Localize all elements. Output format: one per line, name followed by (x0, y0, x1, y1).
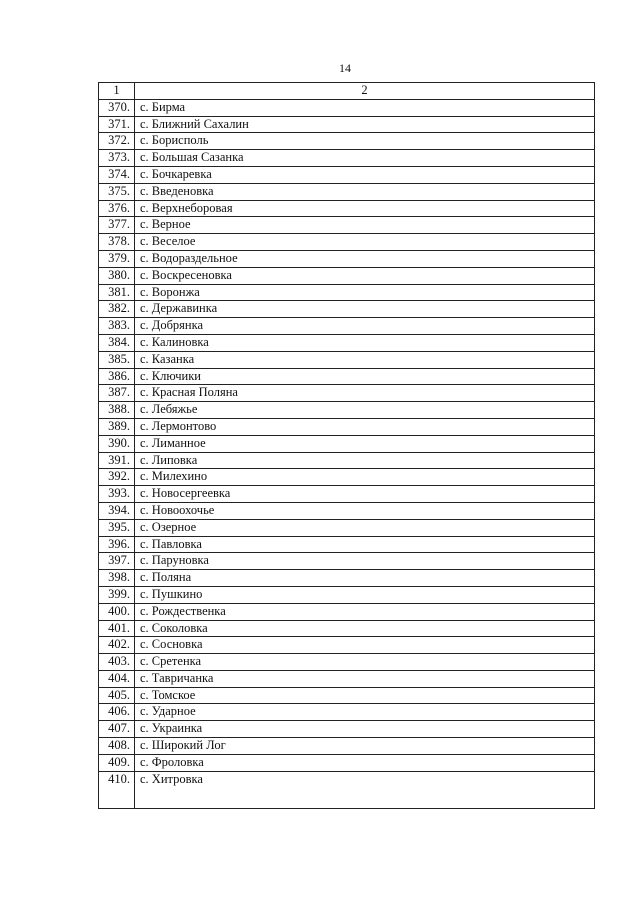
settlement-name: с. Сосновка (135, 637, 595, 654)
table-row (99, 637, 595, 654)
settlement-name: с. Новоохочье (135, 502, 595, 519)
table-row (99, 318, 595, 335)
row-number: 373. (99, 150, 135, 167)
row-number: 403. (99, 654, 135, 671)
settlement-name: с. Лермонтово (135, 418, 595, 435)
row-number: 370. (99, 99, 135, 116)
table-row (99, 586, 595, 603)
row-number: 378. (99, 234, 135, 251)
table-row (99, 402, 595, 419)
settlement-name: с. Калиновка (135, 334, 595, 351)
row-number: 389. (99, 418, 135, 435)
table-row (99, 570, 595, 587)
table-row (99, 217, 595, 234)
settlement-name: с. Тавричанка (135, 670, 595, 687)
table-row (99, 704, 595, 721)
row-number: 401. (99, 620, 135, 637)
column-header-name: 2 (135, 83, 595, 100)
row-number: 381. (99, 284, 135, 301)
table-row (99, 502, 595, 519)
settlement-name: с. Липовка (135, 452, 595, 469)
table-row (99, 284, 595, 301)
settlement-name: с. Павловка (135, 536, 595, 553)
settlement-name: с. Томское (135, 687, 595, 704)
row-number: 392. (99, 469, 135, 486)
row-number: 377. (99, 217, 135, 234)
table-row (99, 771, 595, 808)
table-row (99, 670, 595, 687)
settlement-name: с. Озерное (135, 519, 595, 536)
table-row (99, 267, 595, 284)
settlement-name: с. Большая Сазанка (135, 150, 595, 167)
row-number: 391. (99, 452, 135, 469)
row-number: 384. (99, 334, 135, 351)
row-number: 388. (99, 402, 135, 419)
table-row (99, 435, 595, 452)
row-number: 371. (99, 116, 135, 133)
row-number: 408. (99, 738, 135, 755)
table-row (99, 150, 595, 167)
settlement-name: с. Введеновка (135, 183, 595, 200)
settlement-name: с. Бочкаревка (135, 166, 595, 183)
table-header-row (99, 83, 595, 100)
settlement-name: с. Рождественка (135, 603, 595, 620)
table-row (99, 183, 595, 200)
row-number: 399. (99, 586, 135, 603)
settlement-name: с. Ближний Сахалин (135, 116, 595, 133)
row-number: 374. (99, 166, 135, 183)
row-number: 394. (99, 502, 135, 519)
table-row (99, 301, 595, 318)
settlement-name: с. Верхнеборовая (135, 200, 595, 217)
settlement-name: с. Борисполь (135, 133, 595, 150)
table-row (99, 754, 595, 771)
row-number: 410. (99, 771, 135, 808)
page-number: 14 (339, 61, 351, 75)
settlement-name: с. Добрянка (135, 318, 595, 335)
row-number: 405. (99, 687, 135, 704)
table-row (99, 469, 595, 486)
table-body (99, 99, 595, 808)
table-row (99, 368, 595, 385)
row-number: 409. (99, 754, 135, 771)
settlement-name: с. Державинка (135, 301, 595, 318)
row-number: 404. (99, 670, 135, 687)
row-number: 383. (99, 318, 135, 335)
row-number: 406. (99, 704, 135, 721)
row-number: 375. (99, 183, 135, 200)
row-number: 400. (99, 603, 135, 620)
settlement-name: с. Пушкино (135, 586, 595, 603)
settlement-name: с. Соколовка (135, 620, 595, 637)
settlement-name: с. Паруновка (135, 553, 595, 570)
settlement-name: с. Лебяжье (135, 402, 595, 419)
table-row (99, 536, 595, 553)
row-number: 379. (99, 250, 135, 267)
table-row (99, 452, 595, 469)
table-row (99, 385, 595, 402)
settlement-name: с. Верное (135, 217, 595, 234)
table-row (99, 620, 595, 637)
row-number: 393. (99, 486, 135, 503)
row-number: 380. (99, 267, 135, 284)
settlement-name: с. Бирма (135, 99, 595, 116)
row-number: 395. (99, 519, 135, 536)
settlement-name: с. Водораздельное (135, 250, 595, 267)
table-row (99, 654, 595, 671)
row-number: 397. (99, 553, 135, 570)
row-number: 387. (99, 385, 135, 402)
table-row (99, 603, 595, 620)
row-number: 386. (99, 368, 135, 385)
row-number: 385. (99, 351, 135, 368)
row-number: 402. (99, 637, 135, 654)
table-row (99, 250, 595, 267)
settlement-name: с. Поляна (135, 570, 595, 587)
settlement-name: с. Ударное (135, 704, 595, 721)
table-row (99, 738, 595, 755)
row-number: 407. (99, 721, 135, 738)
settlement-name: с. Украинка (135, 721, 595, 738)
settlement-name: с. Широкий Лог (135, 738, 595, 755)
settlement-name: с. Веселое (135, 234, 595, 251)
settlement-name: с. Лиманное (135, 435, 595, 452)
table-row (99, 166, 595, 183)
column-header-number: 1 (99, 83, 135, 100)
settlement-name: с. Фроловка (135, 754, 595, 771)
table-row (99, 721, 595, 738)
table-row (99, 418, 595, 435)
table-row (99, 200, 595, 217)
settlement-name: с. Хитровка (135, 771, 595, 808)
table-row (99, 486, 595, 503)
settlement-name: с. Воскресеновка (135, 267, 595, 284)
row-number: 376. (99, 200, 135, 217)
table-row (99, 351, 595, 368)
settlement-name: с. Ключики (135, 368, 595, 385)
settlement-name: с. Сретенка (135, 654, 595, 671)
table-row (99, 553, 595, 570)
row-number: 372. (99, 133, 135, 150)
table-row (99, 519, 595, 536)
row-number: 390. (99, 435, 135, 452)
row-number: 398. (99, 570, 135, 587)
table-row (99, 687, 595, 704)
table-row (99, 116, 595, 133)
table-row (99, 133, 595, 150)
settlement-name: с. Красная Поляна (135, 385, 595, 402)
settlement-name: с. Новосергеевка (135, 486, 595, 503)
settlement-name: с. Милехино (135, 469, 595, 486)
table-row (99, 334, 595, 351)
settlement-name: с. Казанка (135, 351, 595, 368)
row-number: 396. (99, 536, 135, 553)
settlement-name: с. Воронжа (135, 284, 595, 301)
row-number: 382. (99, 301, 135, 318)
table-row (99, 99, 595, 116)
table-row (99, 234, 595, 251)
settlements-table (98, 82, 595, 809)
